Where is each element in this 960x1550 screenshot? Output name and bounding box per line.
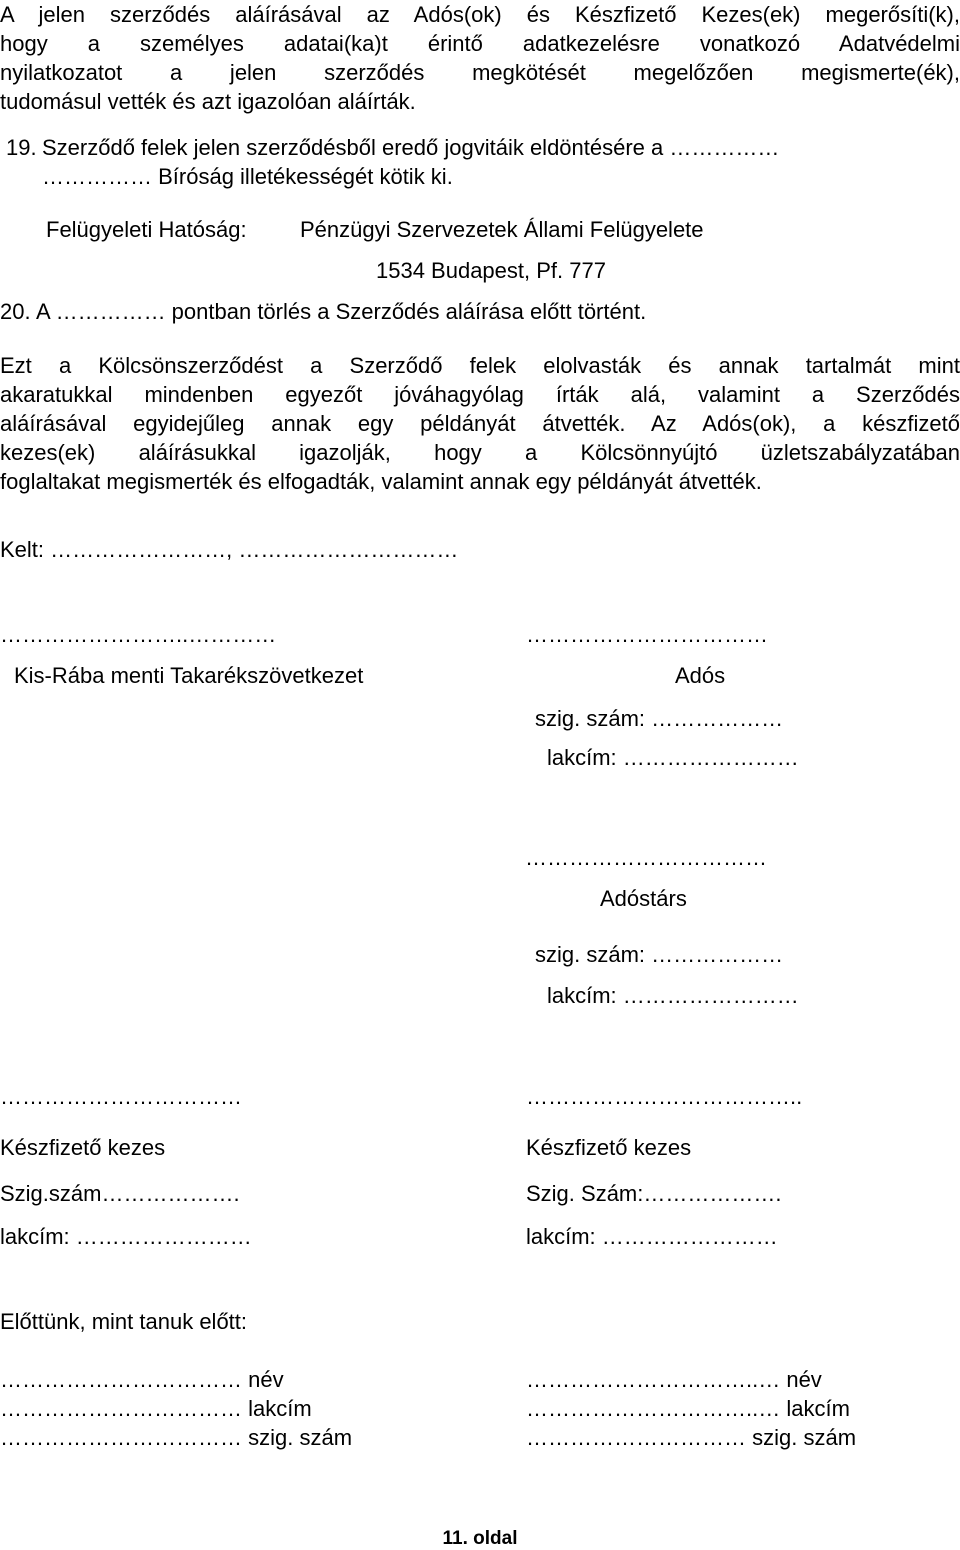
guarantor-2-address: lakcím: …………………… <box>526 1224 778 1249</box>
intro-line: A jelen szerződés aláírásával az Adós(ok) és Készfizető Kezes(ek) megerősíti(k), <box>0 2 960 27</box>
closing-line: aláírásával egyidejűleg annak egy példányát átvették. Az Adós(ok), a készfizető <box>0 411 960 436</box>
date-place-line: Kelt: ……………………, ………………………… <box>0 537 459 562</box>
witness-1-address: …………………………… lakcím <box>0 1396 312 1421</box>
authority-name: Pénzügyi Szervezetek Állami Felügyelete <box>300 217 704 242</box>
codebtor-role: Adóstárs <box>600 886 687 911</box>
item-19-text: Szerződő felek jelen szerződésből eredő jogvitáik eldöntésére a …………… <box>42 135 780 160</box>
closing-paragraph <box>0 351 960 496</box>
authority-label: Felügyeleti Hatóság: <box>46 217 247 242</box>
codebtor-address: lakcím: …………………… <box>547 983 799 1008</box>
witnesses-heading: Előttünk, mint tanuk előtt: <box>0 1309 248 1334</box>
intro-line: nyilatkozatot a jelen szerződés megkötését megelőzően megismerte(ék), <box>0 60 960 85</box>
guarantor-2-id: Szig. Szám:………………. <box>526 1181 782 1206</box>
guarantor-2-role: Készfizető kezes <box>526 1135 692 1160</box>
debtor-signature-line: …………………………… <box>526 622 768 647</box>
closing-line: akaratukkal mindenben egyezőt jóváhagyólag írták alá, valamint a Szerződés <box>0 382 960 407</box>
item-19-continuation: …………… Bíróság illetékességét kötik ki. <box>42 164 453 189</box>
debtor-id: szig. szám: ……………… <box>535 706 784 731</box>
intro-paragraph <box>0 0 960 116</box>
closing-line: kezes(ek) aláírásukkal igazolják, hogy a Kölcsönnyújtó üzletszabályzatában <box>0 440 960 465</box>
guarantor-2-signature-line: ……………………………….. <box>526 1084 803 1109</box>
witness-1-name: …………………………… név <box>0 1367 284 1392</box>
debtor-address: lakcím: …………………… <box>547 745 799 770</box>
witness-1-id: …………………………… szig. szám <box>0 1425 353 1450</box>
item-20-text: A …………… pontban törlés a Szerződés aláírása előtt történt. <box>36 299 647 324</box>
page-number: 11. oldal <box>442 1528 518 1549</box>
item-number: 19. <box>6 135 37 160</box>
item-20 <box>0 297 646 326</box>
guarantor-1-role: Készfizető kezes <box>0 1135 166 1160</box>
authority-address: 1534 Budapest, Pf. 777 <box>376 258 606 283</box>
witness-2-address: …………………………..… lakcím <box>526 1396 850 1421</box>
item-number: 20. <box>0 299 31 324</box>
closing-line: Ezt a Kölcsönszerződést a Szerződő felek elolvasták és annak tartalmát mint <box>0 353 960 378</box>
closing-line: foglaltakat megismerték és elfogadták, valamint annak egy példányát átvették. <box>0 469 762 494</box>
codebtor-signature-line: …………………………… <box>525 845 767 870</box>
guarantor-1-id: Szig.szám………………. <box>0 1181 240 1206</box>
guarantor-1-signature-line: …………………………… <box>0 1084 242 1109</box>
debtor-role: Adós <box>675 663 726 688</box>
codebtor-id: szig. szám: ……………… <box>535 942 784 967</box>
witness-2-id: ………………………… szig. szám <box>526 1425 857 1450</box>
lender-signature-line: ……………………..………… <box>0 622 277 647</box>
lender-name: Kis-Rába menti Takarékszövetkezet <box>14 663 364 688</box>
intro-line: tudomásul vették és azt igazolóan aláírták. <box>0 89 416 114</box>
intro-line: hogy a személyes adatai(ka)t érintő adatkezelésre vonatkozó Adatvédelmi <box>0 31 960 56</box>
item-19 <box>6 133 779 162</box>
witness-2-name: …………………………..… név <box>526 1367 822 1392</box>
guarantor-1-address: lakcím: …………………… <box>0 1224 252 1249</box>
